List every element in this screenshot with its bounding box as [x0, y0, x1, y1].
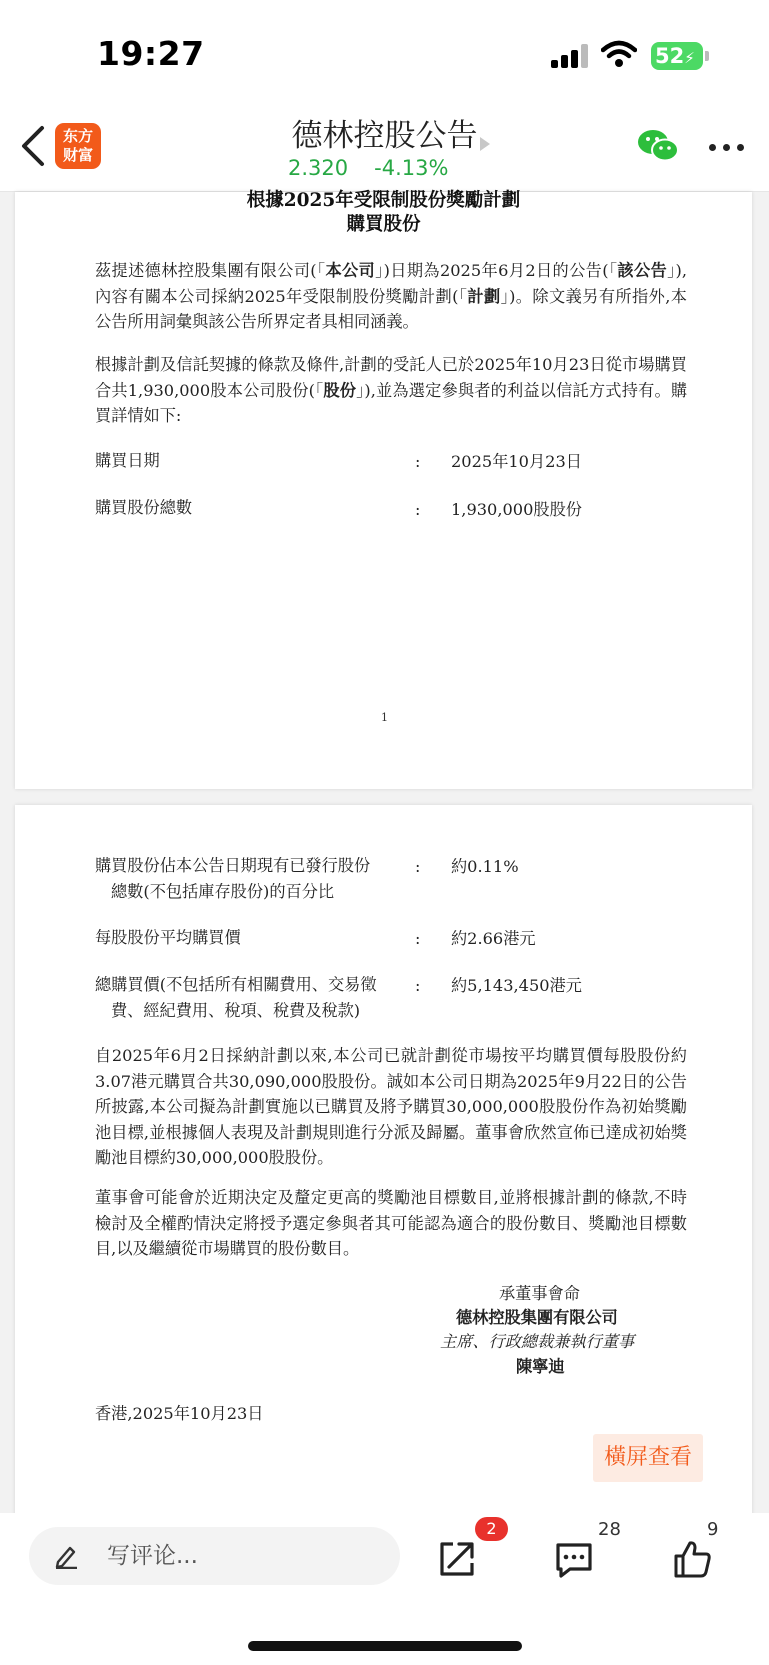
detail-label-line: 購買股份佔本公告日期現有已發行股份: [95, 856, 371, 875]
paragraph-1: 茲提述德林控股集團有限公司(「本公司」)日期為2025年6月2日的公告(「該公告」),內容有關本公司採納2025年受限制股份獎勵計劃(「計劃」)。除文義另有所指外,本公告所用詞彙與該公告所界定者具相同涵義。: [95, 261, 687, 331]
detail-colon: :: [415, 976, 421, 995]
wifi-icon: [601, 40, 637, 68]
page-title: 德林控股公告: [291, 118, 478, 154]
doc-title-line2: 購買股份: [346, 214, 421, 235]
like-count: 9: [707, 1519, 719, 1540]
nav-bar: [0, 100, 769, 192]
paragraph-2: 根據計劃及信託契據的條款及條件,計劃的受託人已於2025年10月23日從市場購買合共1,930,000股本公司股份(「股份」),並為選定參與者的利益以信託方式持有。購買詳情如下:: [95, 355, 688, 425]
signature-company: 德林控股集團有限公司: [456, 1308, 618, 1327]
detail-colon: :: [415, 500, 421, 519]
wechat-icon[interactable]: [637, 128, 679, 164]
stock-price: 2.320: [288, 156, 349, 180]
place-date: 香港,2025年10月23日: [95, 1404, 264, 1423]
comment-input[interactable]: [29, 1527, 400, 1585]
detail-label-total-shares: 購買股份總數: [95, 498, 193, 517]
app-logo-line2: 财富: [62, 146, 93, 164]
detail-colon: :: [415, 929, 421, 948]
detail-value-purchase-date: 2025年10月23日: [451, 452, 582, 471]
stock-quote: [288, 156, 448, 180]
detail-value-total-price: 約5,143,450港元: [451, 976, 582, 995]
detail-label-avg-price: 每股股份平均購買價: [95, 928, 241, 947]
signature-line1: 承董事會命: [499, 1284, 580, 1303]
battery-tip: [705, 51, 709, 61]
share-icon[interactable]: [435, 1537, 479, 1581]
bottom-toolbar: [0, 1513, 769, 1665]
pencil-icon: [53, 1543, 79, 1569]
battery-level: 52: [655, 44, 685, 68]
document-page-1: [15, 192, 752, 789]
battery-icon: 52⚡: [651, 42, 703, 70]
status-time: 19:27: [97, 34, 205, 73]
detail-label-line: 總購買價(不包括所有相關費用、交易徵: [95, 975, 377, 994]
signature-position: 主席、行政總裁兼執行董事: [440, 1332, 635, 1351]
detail-value-avg-price: 約2.66港元: [451, 929, 536, 948]
status-bar: [0, 0, 769, 100]
share-badge: 2: [475, 1517, 508, 1541]
home-indicator: [248, 1641, 522, 1651]
comment-icon[interactable]: [552, 1537, 596, 1581]
detail-value-percentage: 約0.11%: [451, 857, 519, 876]
doc-title-line1: 根據2025年受限制股份獎勵計劃: [246, 190, 521, 211]
comment-placeholder: 写评论...: [107, 1543, 198, 1569]
detail-value-total-shares: 1,930,000股股份: [451, 500, 582, 519]
play-icon[interactable]: [480, 137, 490, 151]
detail-label-purchase-date: 購買日期: [95, 451, 160, 470]
app-logo-line1: 东方: [62, 127, 93, 145]
signature-name: 陳寧迪: [516, 1357, 565, 1376]
detail-label-line: 總數(不包括庫存股份)的百分比: [111, 881, 335, 901]
detail-colon: :: [415, 452, 421, 471]
comment-count: 28: [598, 1519, 621, 1540]
detail-label-line: 費、經紀費用、稅項、稅費及稅款): [111, 1000, 361, 1020]
landscape-view-button[interactable]: 橫屏查看: [593, 1434, 703, 1482]
document-page-2: [15, 805, 752, 1525]
more-icon[interactable]: [709, 144, 745, 154]
paragraph-4: 董事會可能會於近期決定及釐定更高的獎勵池目標數目,並將根據計劃的條款,不時檢討及全權酌情決定將授予選定參與者其可能認為適合的股份數目、獎勵池目標數目,以及繼續從市場購買的股份數目。: [95, 1188, 687, 1258]
signal-icon: [551, 44, 591, 68]
detail-colon: :: [415, 857, 421, 876]
detail-label-total-price: [95, 972, 377, 1023]
paragraph-3: 自2025年6月2日採納計劃以來,本公司已就計劃從市場按平均購買價每股股份約3.07港元購買合共30,090,000股股份。誠如本公司日期為2025年9月22日的公告所披露,本公司擬為計劃實施以已購買及將予購買30,000,000股股份作為初始獎勵池目標,並根據個人表現及計劃規則進行分派及歸屬。董事會欣然宣佈已達成初始獎勵池目標約30,000,000股股份。: [95, 1046, 687, 1167]
page-number: 1: [381, 711, 388, 724]
like-icon[interactable]: [670, 1537, 714, 1581]
stock-change: -4.13%: [374, 156, 449, 180]
detail-label-percentage: [95, 853, 370, 904]
